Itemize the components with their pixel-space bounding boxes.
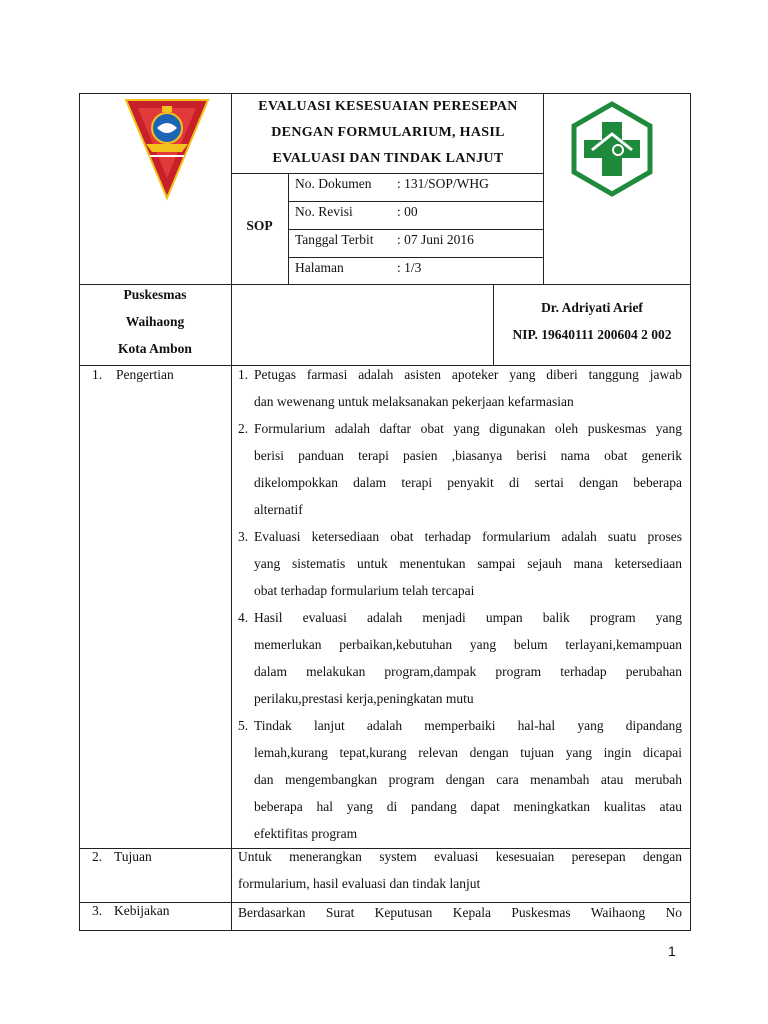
kota-ambon-emblem-logo xyxy=(124,94,210,202)
meta-label-page: Halaman xyxy=(295,260,344,275)
section-text-line: Untuk menerangkan system evaluasi kesesuaian peresepan dengan xyxy=(238,849,682,864)
institution-name-line: Kota Ambon xyxy=(118,341,192,356)
list-item-line: berisi panduan terapi pasien ,biasanya berisi nama obat generik xyxy=(254,448,682,463)
meta-label-revision: No. Revisi xyxy=(295,204,353,219)
title-bottom-line xyxy=(231,173,543,174)
list-item-line: obat terhadap formularium telah tercapai xyxy=(254,583,475,598)
list-item-line: Tindak lanjut adalah memperbaiki hal-hal yang dipandang xyxy=(254,718,682,733)
section-label-pengertian: Pengertian xyxy=(116,367,174,382)
list-item-number: 2. xyxy=(238,421,249,436)
page-number: 1 xyxy=(668,943,676,959)
section-label-kebijakan: Kebijakan xyxy=(114,903,170,918)
document-title-line: EVALUASI DAN TINDAK LANJUT xyxy=(272,151,504,166)
list-item-number: 5. xyxy=(238,718,249,733)
document-title-line: DENGAN FORMULARIUM, HASIL xyxy=(271,125,505,140)
list-item-line: dan mengembangkan program dengan cara menambah atau merubah xyxy=(254,772,682,787)
meta-row-line xyxy=(288,201,543,202)
document-title-line: EVALUASI KESESUAIAN PERESEPAN xyxy=(258,99,518,114)
list-item-line: dikelompokkan dalam terapi penyakit di sertai dengan beberapa xyxy=(254,475,682,490)
section-label-tujuan: Tujuan xyxy=(114,849,152,864)
section-number: 3. xyxy=(92,903,103,918)
list-item-line: lemah,kurang tepat,kurang relevan dengan tujuan yang ingin dicapai xyxy=(254,745,682,760)
list-item-line: alternatif xyxy=(254,502,303,517)
list-item-line: beberapa hal yang di pandang dapat meningkatkan kualitas atau xyxy=(254,799,682,814)
list-item-line: Formularium adalah daftar obat yang digunakan oleh puskesmas yang xyxy=(254,421,682,436)
list-item-number: 3. xyxy=(238,529,249,544)
list-item-number: 1. xyxy=(238,367,249,382)
section-number: 1. xyxy=(92,367,103,382)
section-divider xyxy=(79,902,691,903)
list-item-line: dan wewenang untuk melaksanakan pekerjaan kefarmasian xyxy=(254,394,574,409)
list-item-line: perilaku,prestasi kerja,peningkatan mutu xyxy=(254,691,474,706)
list-item-line: memerlukan perbaikan,kebutuhan yang belum terlayani,kemampuan xyxy=(254,637,682,652)
signatory-nip: NIP. 19640111 200604 2 002 xyxy=(512,327,672,342)
meta-label-issue-date: Tanggal Terbit xyxy=(295,232,374,247)
sop-label: SOP xyxy=(246,218,273,233)
section-number: 2. xyxy=(92,849,103,864)
meta-value-doc-number: : 131/SOP/WHG xyxy=(397,176,489,191)
meta-value-issue-date: : 07 Juni 2016 xyxy=(397,232,474,247)
section-text-line: formularium, hasil evaluasi dan tindak lanjut xyxy=(238,876,481,891)
puskesmas-logo xyxy=(570,100,654,198)
list-item-number: 4. xyxy=(238,610,249,625)
meta-row-line xyxy=(288,257,543,258)
list-item-line: Evaluasi ketersediaan obat terhadap formularium adalah suatu proses xyxy=(254,529,682,544)
signatory-name: Dr. Adriyati Arief xyxy=(541,300,643,315)
meta-value-page: : 1/3 xyxy=(397,260,422,275)
institution-name-line: Puskesmas xyxy=(123,287,187,302)
institution-name-line: Waihaong xyxy=(125,314,185,329)
info-bottom-line xyxy=(79,365,691,366)
list-item-line: yang sistematis untuk menentukan sampai sejauh mana ketersediaan xyxy=(254,556,682,571)
section-text-line: Berdasarkan Surat Keputusan Kepala Puskesmas Waihaong No xyxy=(238,905,682,920)
list-item-line: dalam melakukan program,dampak program terhadap perubahan xyxy=(254,664,682,679)
list-item-line: Petugas farmasi adalah asisten apoteker yang diberi tanggung jawab xyxy=(254,367,682,382)
meta-label-doc-number: No. Dokumen xyxy=(295,176,372,191)
meta-row-line xyxy=(288,229,543,230)
list-item-line: Hasil evaluasi adalah menjadi umpan balik program yang xyxy=(254,610,682,625)
meta-value-revision: : 00 xyxy=(397,204,418,219)
list-item-line: efektifitas program xyxy=(254,826,358,841)
